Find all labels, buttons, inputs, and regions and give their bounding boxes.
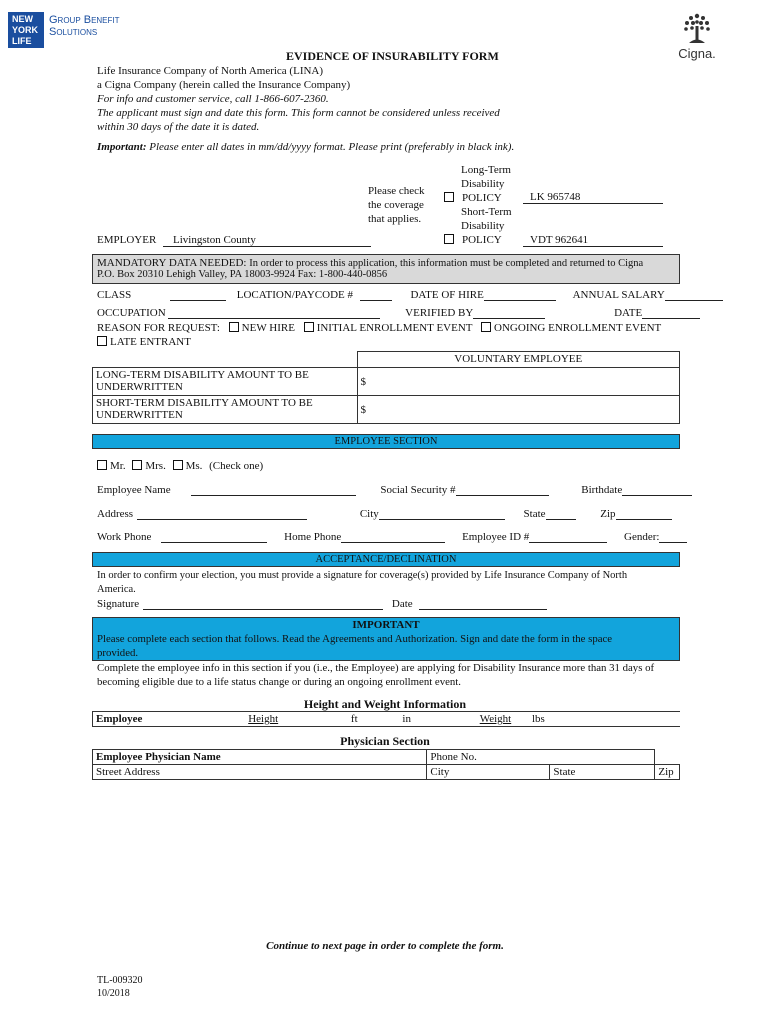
ongoing-enrollment-label: ONGOING ENROLLMENT EVENT [494,322,662,334]
signature-row [97,598,547,610]
ltd-label: Long-Term [461,164,511,176]
employee-section-header: EMPLOYEE SECTION [92,434,680,449]
date-of-hire-label: DATE OF HIRE [410,289,484,301]
employee-row-2 [97,508,672,520]
class-label: CLASS [97,289,132,301]
ltd-amount-text: UNDERWRITTEN [96,381,183,393]
check-one-label: (Check one) [209,460,264,472]
physician-title: Physician Section [340,734,430,748]
physician-city-cell[interactable]: City [427,765,550,780]
nyl-text-line: Solutions [49,26,98,38]
mrs-label: Mrs. [145,460,166,472]
late-entrant-checkbox[interactable] [97,336,107,346]
cigna-tree-icon [680,12,714,46]
hw-employee-label: Employee [96,713,143,725]
birthdate-field[interactable] [622,484,692,496]
ongoing-enrollment-checkbox[interactable] [481,322,491,332]
voluntary-header: VOLUNTARY EMPLOYEE [357,352,680,368]
ltd-checkbox[interactable] [444,192,454,202]
important-text: Please enter all dates in mm/dd/yyyy format. Please print (preferably in black ink). [149,141,515,153]
std-checkbox[interactable] [444,234,454,244]
acceptance-section-header: ACCEPTANCE/DECLINATION [92,552,680,567]
nyl-logo-line: YORK [12,25,39,35]
ltd-amount-text: LONG-TERM DISABILITY AMOUNT TO BE [96,369,309,381]
in-label: in [402,713,411,725]
amounts-blank-cell [93,352,358,368]
signature-label: Signature [97,598,140,610]
city-field[interactable] [379,508,505,520]
header-line-4: The applicant must sign and date this form. This form cannot be considered unless received [97,107,500,119]
cigna-logo [672,12,722,61]
mandatory-box [92,254,680,284]
ms-label: Ms. [185,460,203,472]
signature-date-field[interactable] [419,598,547,610]
annual-salary-label: ANNUAL SALARY [572,289,665,301]
home-phone-field[interactable] [341,531,445,543]
initial-enrollment-checkbox[interactable] [304,322,314,332]
std-amount-field[interactable]: $ [357,396,680,424]
employee-id-field[interactable] [529,531,607,543]
important-note [97,141,514,153]
address-field[interactable] [137,508,307,520]
form-title: EVIDENCE OF INSURABILITY FORM [286,49,499,63]
important-note-1: Complete the employee info in this section if you (i.e., the Employee) are applying for Disability Insurance more than 31 days of [97,662,655,674]
employment-row-1 [97,289,723,301]
state-field[interactable] [546,508,576,520]
header-line-3: For info and customer service, call 1-866-607-2360. [97,93,329,105]
verified-by-label: VERIFIED BY [405,307,474,319]
verified-by-field[interactable] [473,307,545,319]
physician-zip-cell[interactable]: Zip [655,765,680,780]
std-coverage [444,205,512,247]
reason-row [97,322,661,334]
acceptance-text-2: America. [97,584,136,595]
important-note-2: becoming eligible due to a life status change or during an ongoing enrollment event. [97,676,461,688]
late-entrant-row [97,336,191,348]
height-weight-title: Height and Weight Information [303,697,467,711]
employer-label: EMPLOYER [97,234,157,246]
continue-note: Continue to next page in order to complete the form. [266,940,504,952]
zip-label: Zip [600,508,616,520]
zip-field[interactable] [616,508,672,520]
state-label: State [523,508,546,520]
work-phone-field[interactable] [161,531,267,543]
employee-row-3 [97,531,687,543]
new-hire-label: NEW HIRE [241,322,295,334]
form-number: TL-009320 [97,975,143,986]
ltd-amount-field[interactable]: $ [357,368,680,396]
mrs-checkbox[interactable] [132,460,142,470]
employee-name-label: Employee Name [97,484,171,496]
important-text-2: provided. [97,647,139,659]
nyl-logo-text [49,14,120,38]
header-line-1: Life Insurance Company of North America (LINA) [97,65,324,77]
header-line-5: within 30 days of the date it is dated. [97,121,260,133]
date-field[interactable] [642,307,700,319]
gender-field[interactable] [659,531,687,543]
location-label: LOCATION/PAYCODE # [236,289,353,301]
physician-name-cell[interactable]: Employee Physician Name [93,750,427,765]
employer-row [97,234,371,247]
mandatory-text: In order to process this application, this information must be completed and returned to Cigna [249,258,644,269]
hw-employee-cell [93,712,681,727]
mandatory-label: MANDATORY DATA NEEDED: [97,257,247,269]
mandatory-address: P.O. Box 20310 Lehigh Valley, PA 18003-9924 Fax: 1-800-440-0856 [97,269,388,280]
std-amount-text: UNDERWRITTEN [96,409,183,421]
ltd-amount-label [93,368,358,396]
class-field[interactable] [170,289,226,301]
important-title: IMPORTANT [352,619,420,631]
signature-date-label: Date [391,598,413,610]
nyl-logo-line: NEW [12,14,33,24]
ltd-label: POLICY [462,192,502,204]
amounts-table [92,351,680,424]
ms-checkbox[interactable] [173,460,183,470]
reason-label: REASON FOR REQUEST: [97,322,220,334]
employee-row-1 [97,484,692,496]
ssn-label: Social Security # [380,484,456,496]
physician-table [92,749,680,780]
occupation-field[interactable] [168,307,380,319]
std-amount-label [93,396,358,424]
annual-salary-field[interactable] [665,289,723,301]
important-box [92,617,680,661]
physician-phone-cell[interactable]: Phone No. [427,750,655,765]
employer-field[interactable]: Livingston County [163,234,371,247]
gender-label: Gender: [624,531,660,543]
employee-id-label: Employee ID # [462,531,530,543]
coverage-prompt-line: Please check [368,185,425,197]
initial-enrollment-label: INITIAL ENROLLMENT EVENT [316,322,473,334]
acceptance-text-1: In order to confirm your election, you must provide a signature for coverage(s) provided by Life Insurance Company of North [97,570,628,581]
form-date: 10/2018 [97,988,130,999]
date-label: DATE [614,307,643,319]
std-label: POLICY [462,234,502,246]
coverage-prompt-line: the coverage [368,199,424,211]
ltd-coverage [444,163,511,205]
mr-checkbox[interactable] [97,460,107,470]
header-line-2: a Cigna Company (herein called the Insurance Company) [97,79,351,91]
new-hire-checkbox[interactable] [229,322,239,332]
date-of-hire-field[interactable] [484,289,556,301]
important-text-1: Please complete each section that follows. Read the Agreements and Authorization. Sign and date the form in the space [97,633,613,645]
occupation-label: OCCUPATION [97,307,166,319]
nyl-text-line: Group Benefit [49,14,120,26]
home-phone-label: Home Phone [284,531,342,543]
weight-label: Weight [479,713,512,725]
late-entrant-label: LATE ENTRANT [110,336,191,348]
city-label: City [359,508,379,520]
ft-label: ft [350,713,358,725]
std-label: Short-Term [461,206,512,218]
height-label: Height [248,713,279,725]
nyl-logo-line: LIFE [12,36,32,46]
ssn-field[interactable] [456,484,549,496]
mr-label: Mr. [110,460,126,472]
employment-row-2 [97,307,700,319]
lbs-label: lbs [531,713,545,725]
physician-state-cell[interactable]: State [550,765,655,780]
location-field[interactable] [360,289,392,301]
nyl-logo [8,12,44,48]
cigna-text: Cigna. [678,46,716,61]
signature-field[interactable] [143,598,383,610]
std-policy-number[interactable]: VDT 962641 [523,234,663,247]
important-label: Important: [97,141,147,153]
std-amount-text: SHORT-TERM DISABILITY AMOUNT TO BE [96,397,313,409]
physician-street-cell[interactable]: Street Address [93,765,427,780]
std-label: Disability [461,220,505,232]
work-phone-label: Work Phone [97,531,152,543]
ltd-policy-number[interactable]: LK 965748 [523,191,663,204]
employee-name-field[interactable] [191,484,356,496]
height-weight-table [92,711,680,727]
address-label: Address [97,508,134,520]
coverage-prompt-line: that applies. [368,213,422,225]
coverage-prompt [368,184,425,226]
title-row [97,460,263,472]
birthdate-label: Birthdate [581,484,623,496]
ltd-label: Disability [461,178,505,190]
